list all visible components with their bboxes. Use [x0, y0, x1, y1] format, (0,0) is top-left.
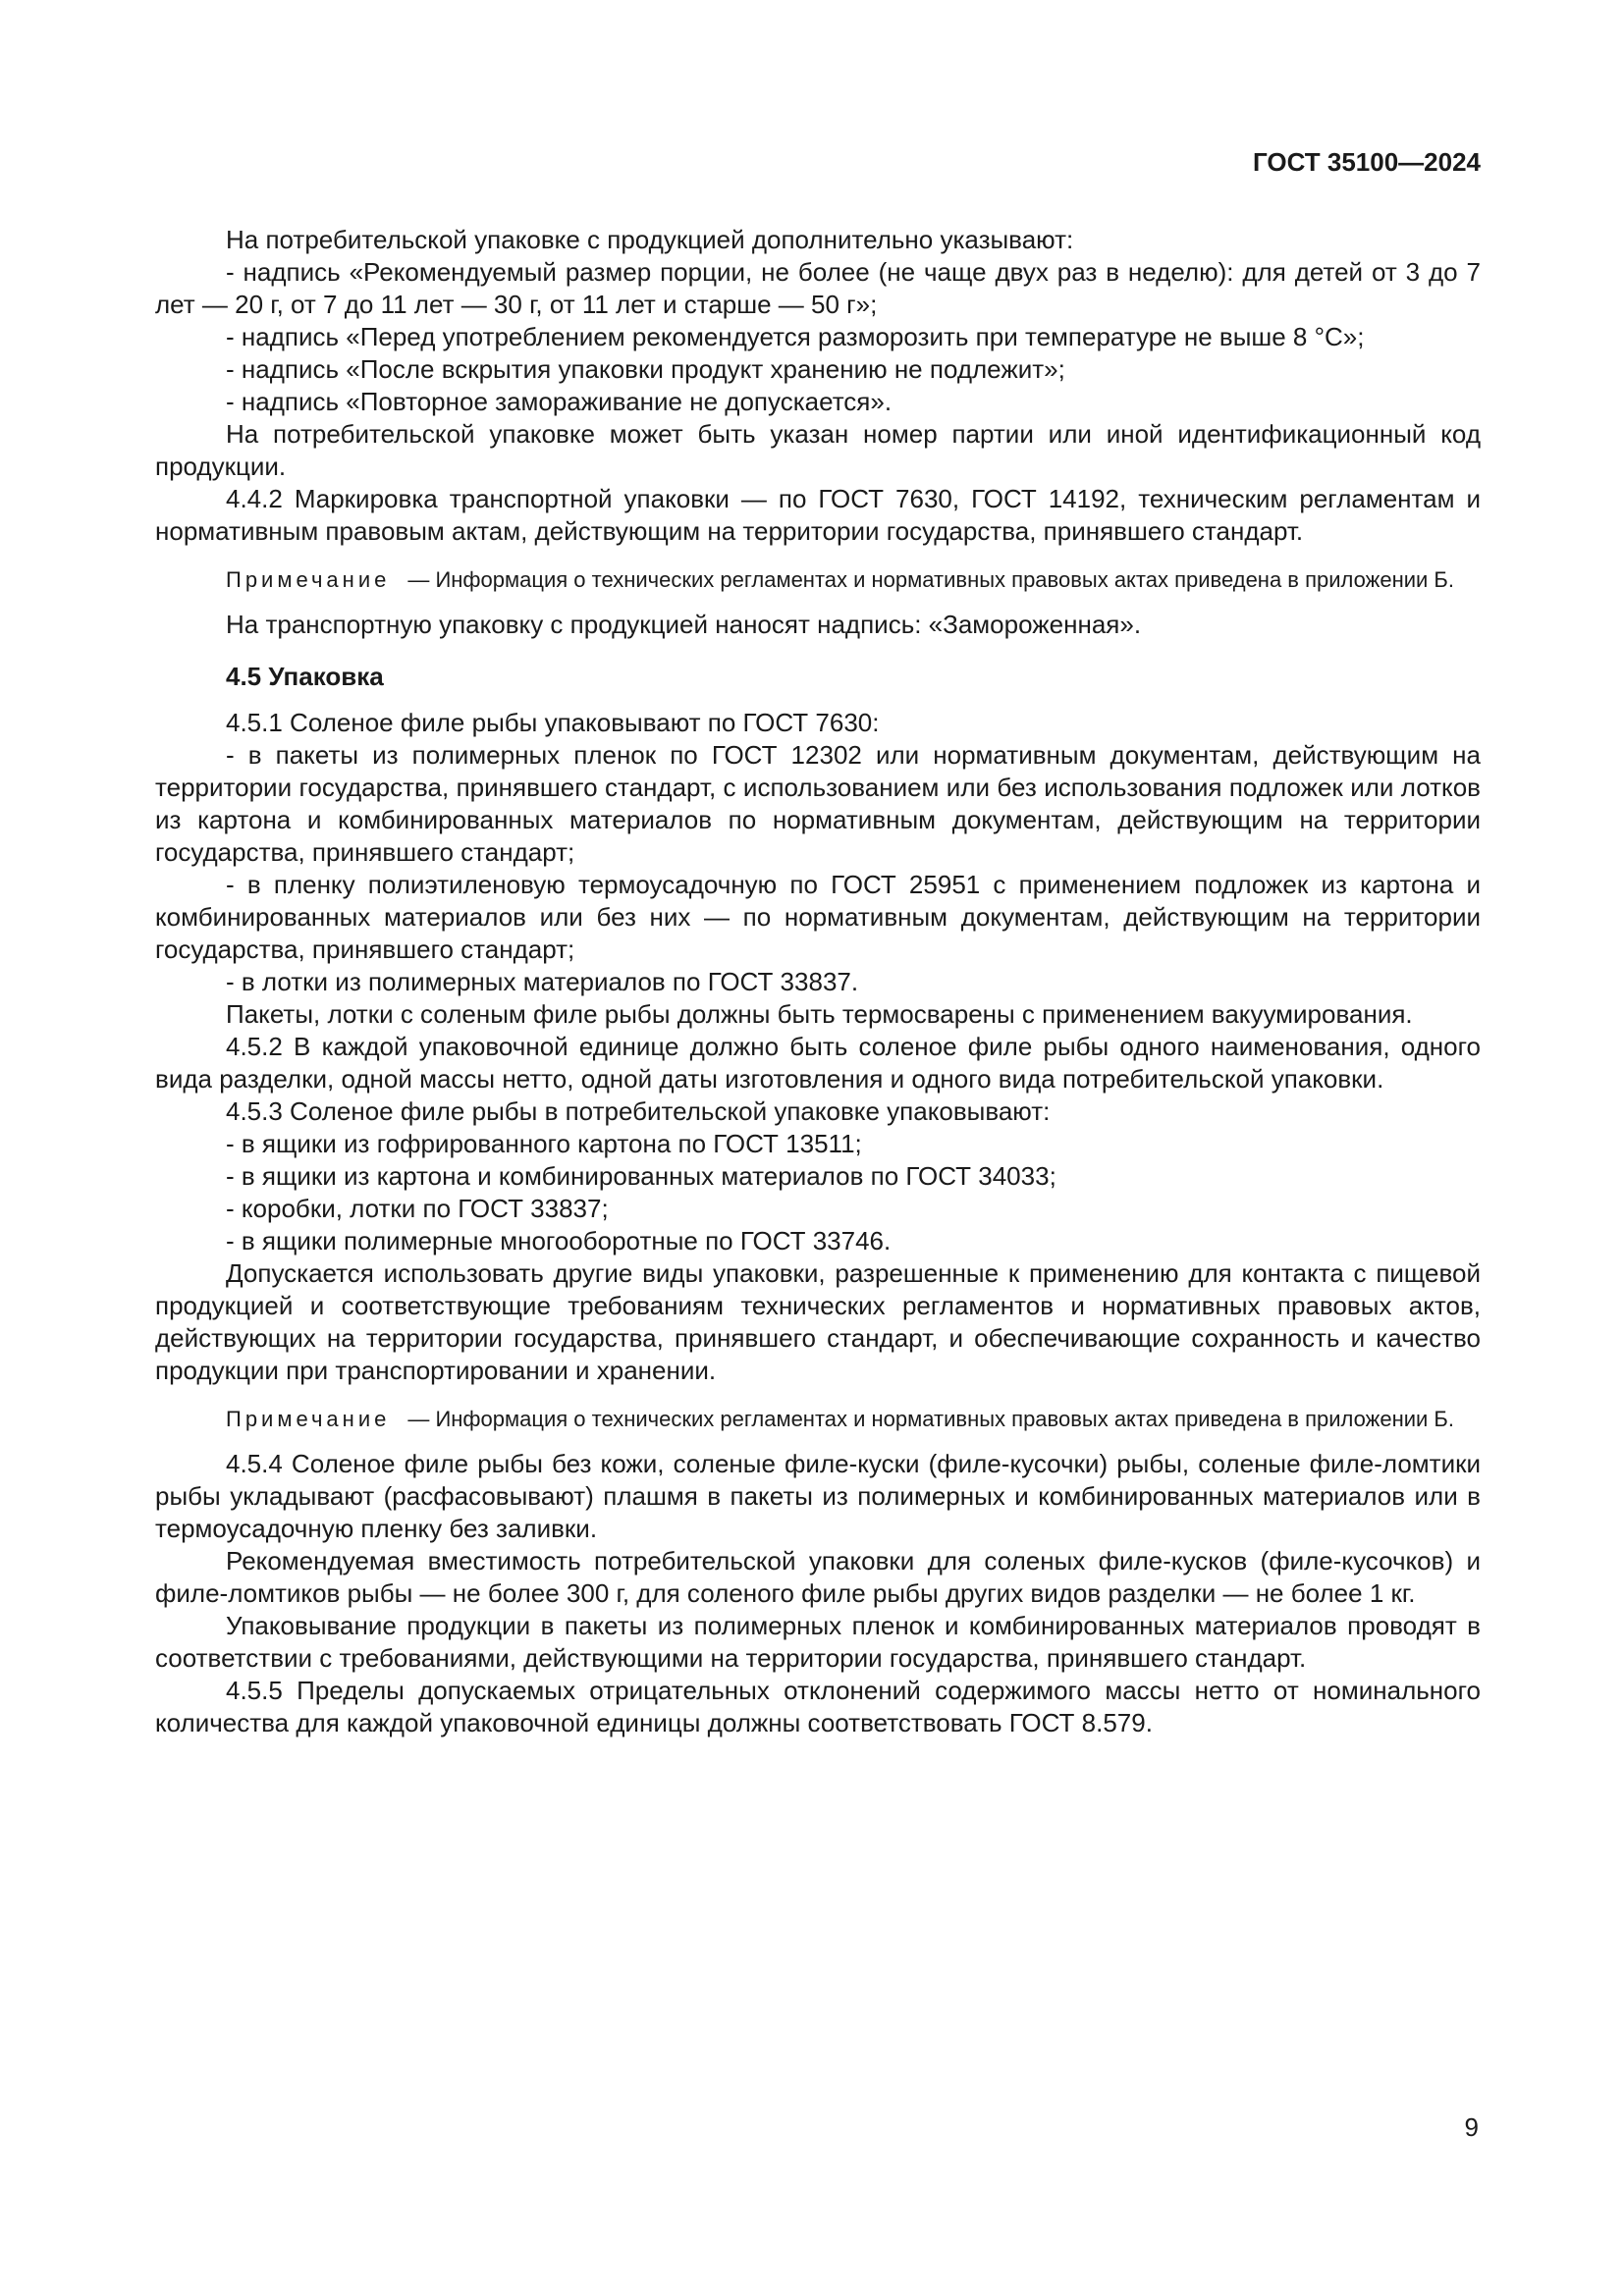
- list-item: - в лотки из полимерных материалов по ГОСТ 33837.: [226, 967, 859, 996]
- note: [155, 1405, 1481, 1434]
- document-body: [155, 224, 1481, 1739]
- paragraph: На потребительской упаковке может быть указан номер партии или иной идентификационный код продукции.: [155, 419, 1481, 481]
- paragraph: Рекомендуемая вместимость потребительской упаковки для соленых филе-кусков (филе-кусочков) и филе-ломтиков рыбы — не более 300 г, для соленого филе рыбы других видов разделки — не более 1 кг.: [155, 1546, 1481, 1608]
- note-label: Примечание: [226, 1407, 391, 1431]
- paragraph: Пакеты, лотки с соленым филе рыбы должны быть термосварены с применением вакуумирования.: [226, 999, 1413, 1029]
- list-item: - коробки, лотки по ГОСТ 33837;: [226, 1194, 609, 1223]
- paragraph: Допускается использовать другие виды упаковки, разрешенные к применению для контакта с пищевой продукцией и соответствующие требованиям технических регламентов и нормативных правовых актов, действующих на территории государства, принявшего стандарт, и обеспечивающие сохранность и качество продукции при транспортировании и хранении.: [155, 1258, 1481, 1385]
- list-item: - надпись «Повторное замораживание не допускается».: [226, 387, 893, 416]
- document-id-header: ГОСТ 35100—2024: [1253, 147, 1481, 177]
- list-item: - в ящики полимерные многооборотные по ГОСТ 33746.: [226, 1226, 892, 1255]
- list-item: - в ящики из гофрированного картона по ГОСТ 13511;: [226, 1129, 862, 1158]
- page-number: 9: [1464, 2112, 1479, 2142]
- note-text: — Информация о технических регламентах и нормативных правовых актах приведена в приложении Б.: [407, 1407, 1454, 1431]
- section-heading: 4.5 Упаковка: [226, 662, 384, 691]
- note-text: — Информация о технических регламентах и нормативных правовых актах приведена в приложении Б.: [407, 567, 1454, 592]
- list-item: - надпись «Перед употреблением рекомендуется разморозить при температуре не выше 8 °С»;: [226, 322, 1365, 351]
- list-item: - в ящики из картона и комбинированных материалов по ГОСТ 34033;: [226, 1161, 1056, 1191]
- note-label: Примечание: [226, 567, 391, 592]
- clause-4-5-1: 4.5.1 Соленое филе рыбы упаковывают по ГОСТ 7630:: [226, 708, 880, 737]
- clause-4-5-3: 4.5.3 Соленое филе рыбы в потребительской упаковке упаковывают:: [226, 1096, 1051, 1126]
- list-item: - надпись «После вскрытия упаковки продукт хранению не подлежит»;: [226, 354, 1065, 384]
- paragraph: Упаковывание продукции в пакеты из полимерных пленок и комбинированных материалов проводят в соответствии с требованиями, действующими на территории государства, принявшего стандарт.: [155, 1611, 1481, 1673]
- clause-4-5-2: 4.5.2 В каждой упаковочной единице должно быть соленое филе рыбы одного наименования, одного вида разделки, одной массы нетто, одной даты изготовления и одного вида потребительской упаковки.: [155, 1032, 1481, 1094]
- list-item: - в пакеты из полимерных пленок по ГОСТ 12302 или нормативным документам, действующим на территории государства, принявшего стандарт, с использованием или без использования подложек или лотков из картона и комбинированных материалов по нормативным документам, действующим на территории государства, принявшего стандарт;: [155, 740, 1481, 867]
- list-item: - надпись «Рекомендуемый размер порции, не более (не чаще двух раз в неделю): для детей от 3 до 7 лет — 20 г, от 7 до 11 лет — 30 г, от 11 лет и старше — 50 г»;: [155, 257, 1481, 319]
- clause-4-4-2: 4.4.2 Маркировка транспортной упаковки — по ГОСТ 7630, ГОСТ 14192, техническим регламентам и нормативным правовым актам, действующим на территории государства, принявшего стандарт.: [155, 484, 1481, 546]
- paragraph: На транспортную упаковку с продукцией наносят надпись: «Замороженная».: [226, 610, 1142, 639]
- clause-4-5-4: 4.5.4 Соленое филе рыбы без кожи, соленые филе-куски (филе-кусочки) рыбы, соленые филе-ломтики рыбы укладывают (расфасовывают) плашмя в пакеты из полимерных и комбинированных материалов или в термоусадочную пленку без заливки.: [155, 1449, 1481, 1543]
- paragraph: На потребительской упаковке с продукцией дополнительно указывают:: [226, 225, 1074, 254]
- note: [155, 565, 1481, 595]
- clause-4-5-5: 4.5.5 Пределы допускаемых отрицательных отклонений содержимого массы нетто от номинального количества для каждой упаковочной единицы должны соответствовать ГОСТ 8.579.: [155, 1676, 1481, 1737]
- list-item: - в пленку полиэтиленовую термоусадочную по ГОСТ 25951 с применением подложек из картона и комбинированных материалов или без них — по нормативным документам, действующим на территории государства, принявшего стандарт;: [155, 870, 1481, 964]
